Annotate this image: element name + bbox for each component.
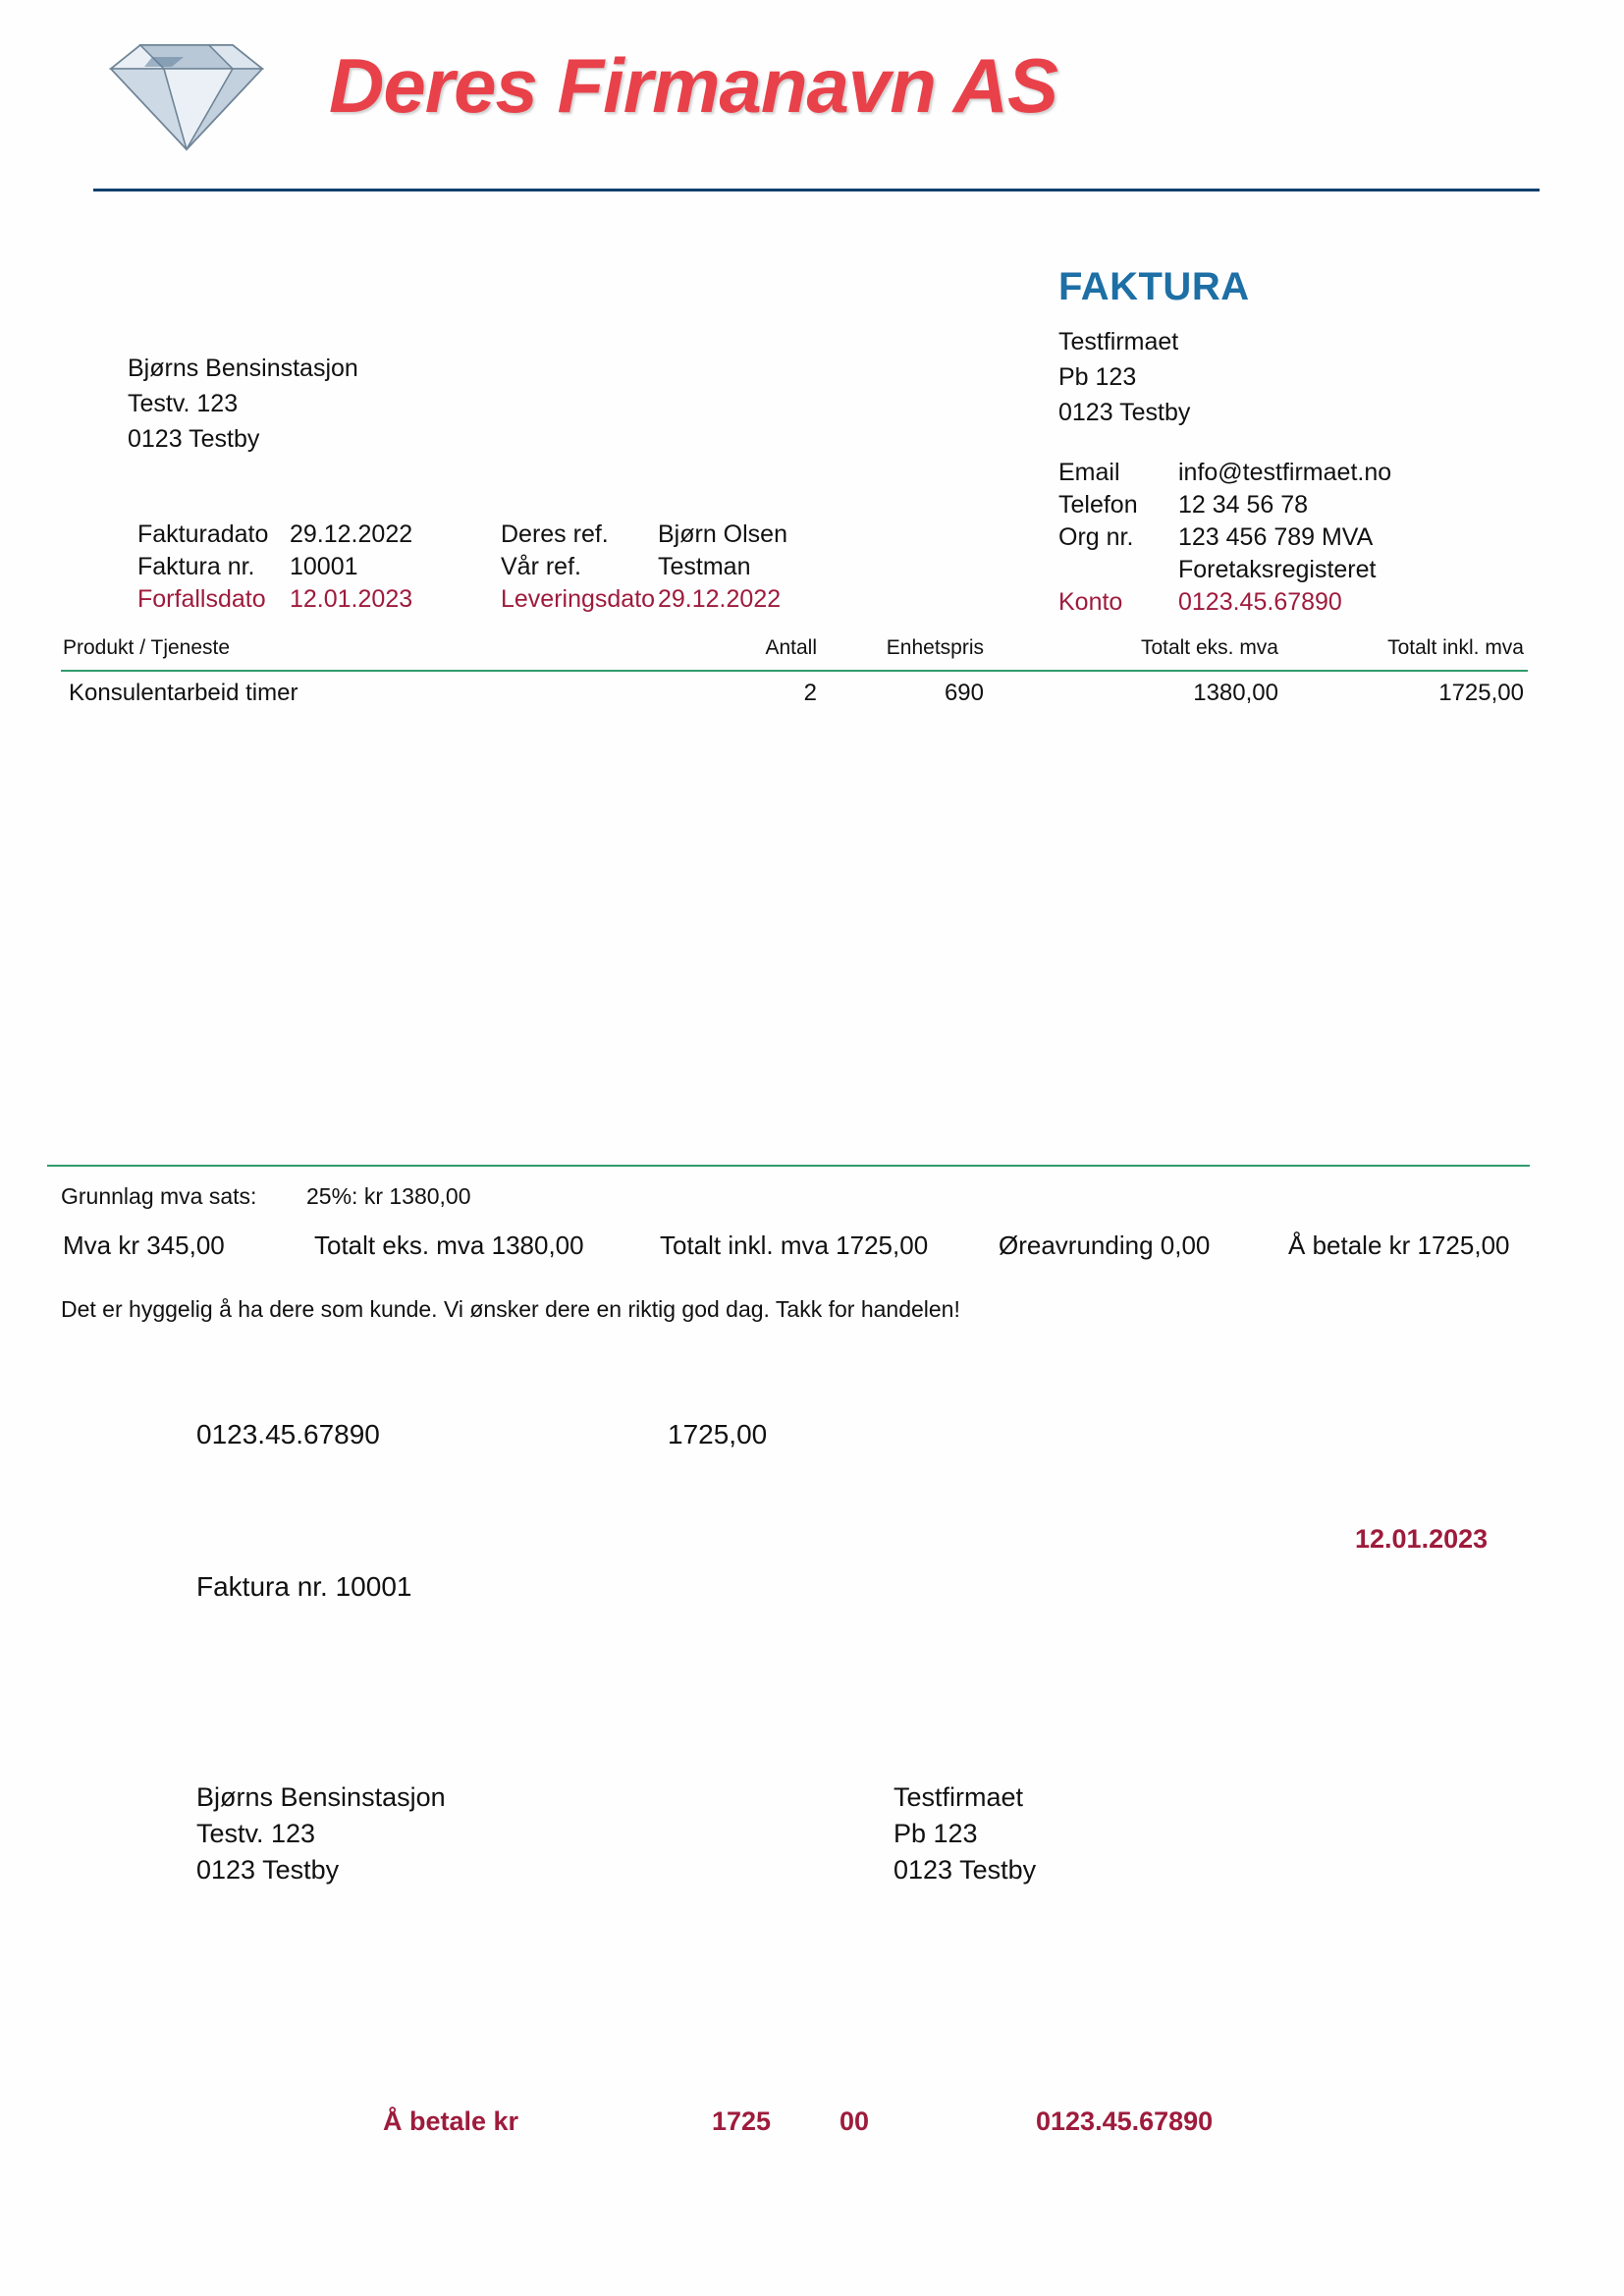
vat-basis-value: 25%: kr 1380,00: [306, 1183, 471, 1209]
giro-payee-block: [893, 1779, 1036, 1888]
invoice-meta-block: [137, 519, 787, 616]
total-including-vat: Totalt inkl. mva 1725,00: [660, 1230, 929, 1260]
contact-value-orgnr: 123 456 789 MVA: [1178, 523, 1374, 551]
contact-label-email: Email: [1058, 459, 1120, 486]
invoice-number-value: 10001: [290, 553, 358, 580]
thank-you-message: Det er hyggelig å ha dere som kunde. Vi ønsker dere en riktig god dag. Takk for handelen!: [61, 1296, 960, 1322]
giro-payer-city: 0123 Testby: [196, 1855, 340, 1885]
sender-street: Pb 123: [1058, 363, 1137, 391]
contact-row-orgnr: [1058, 521, 1391, 554]
giro-payer-name: Bjørns Bensinstasjon: [196, 1782, 446, 1812]
sender-name: Testfirmaet: [1058, 328, 1179, 355]
contact-row-email: [1058, 457, 1391, 489]
cell-qty: 2: [803, 680, 817, 706]
header-divider: [93, 189, 1540, 191]
customer-city: 0123 Testby: [128, 425, 260, 453]
meta-row-due-date: [137, 583, 787, 616]
cell-total-inc-vat: 1725,00: [1438, 680, 1524, 706]
table-header-row: [61, 636, 1528, 670]
their-ref-value: Bjørn Olsen: [658, 520, 787, 548]
vat-basis-row: [61, 1183, 471, 1210]
summary-divider: [47, 1165, 1530, 1167]
giro-payee-street: Pb 123: [893, 1819, 978, 1848]
giro-pay-kroner: 1725: [712, 2106, 772, 2136]
cell-unit-price: 690: [944, 680, 984, 706]
giro-pay-account: 0123.45.67890: [1036, 2106, 1214, 2136]
delivery-date-value: 29.12.2022: [658, 585, 782, 613]
column-header-product: Produkt / Tjeneste: [63, 636, 231, 659]
document-title: FAKTURA: [1058, 265, 1250, 308]
contact-value-account: 0123.45.67890: [1178, 588, 1342, 616]
column-header-total-inc-vat: Totalt inkl. mva: [1387, 636, 1524, 659]
diamond-logo-icon: [93, 37, 280, 155]
cell-product: Konsulentarbeid timer: [69, 680, 298, 706]
due-date-label: Forfallsdato: [137, 585, 266, 613]
giro-account-number: 0123.45.67890: [196, 1419, 380, 1449]
table-row: [61, 672, 1528, 721]
invoice-date-value: 29.12.2022: [290, 520, 413, 548]
giro-amount: 1725,00: [668, 1419, 768, 1449]
meta-row-invoice-date: [137, 519, 787, 551]
cell-total-ex-vat: 1380,00: [1193, 680, 1278, 706]
rounding-amount: Øreavrunding 0,00: [999, 1230, 1211, 1260]
our-ref-value: Testman: [658, 553, 751, 580]
sender-contact-block: [1058, 457, 1391, 619]
sender-address-block: [1058, 324, 1190, 430]
giro-payer-street: Testv. 123: [196, 1819, 316, 1848]
meta-row-invoice-number: [137, 551, 787, 583]
contact-value-phone: 12 34 56 78: [1178, 491, 1309, 519]
contact-row-account: [1058, 586, 1391, 619]
customer-name: Bjørns Bensinstasjon: [128, 355, 358, 382]
customer-street: Testv. 123: [128, 390, 239, 417]
giro-due-date: 12.01.2023: [1355, 1524, 1489, 1554]
vat-basis-label: Grunnlag mva sats:: [61, 1183, 257, 1209]
invoice-number-label: Faktura nr.: [137, 553, 255, 580]
line-items-table: [61, 636, 1528, 721]
column-header-total-ex-vat: Totalt eks. mva: [1140, 636, 1278, 659]
customer-address-block: [128, 351, 358, 457]
giro-pay-ore: 00: [839, 2106, 870, 2136]
giro-payee-name: Testfirmaet: [893, 1782, 1024, 1812]
due-date-value: 12.01.2023: [290, 585, 413, 613]
their-ref-label: Deres ref.: [501, 520, 609, 548]
sender-city: 0123 Testby: [1058, 399, 1191, 426]
column-header-unit-price: Enhetspris: [886, 636, 984, 659]
total-vat: Mva kr 345,00: [63, 1230, 225, 1260]
contact-label-account: Konto: [1058, 588, 1123, 616]
total-excluding-vat: Totalt eks. mva 1380,00: [314, 1230, 584, 1260]
amount-to-pay: Å betale kr 1725,00: [1288, 1230, 1510, 1260]
contact-row-register: [1058, 554, 1391, 586]
delivery-date-label: Leveringsdato: [501, 585, 656, 613]
giro-pay-label: Å betale kr: [383, 2106, 519, 2136]
contact-value-register: Foretaksregisteret: [1178, 556, 1377, 583]
contact-label-register: [1058, 554, 1178, 586]
invoice-date-label: Fakturadato: [137, 520, 269, 548]
column-header-qty: Antall: [765, 636, 817, 659]
document-header: [93, 20, 1537, 196]
contact-label-orgnr: Org nr.: [1058, 523, 1134, 551]
giro-payer-block: [196, 1779, 446, 1888]
giro-payee-city: 0123 Testby: [893, 1855, 1037, 1885]
company-name: Deres Firmanavn AS: [329, 42, 1058, 129]
giro-invoice-reference: Faktura nr. 10001: [196, 1571, 412, 1602]
our-ref-label: Vår ref.: [501, 553, 581, 580]
contact-row-phone: [1058, 489, 1391, 521]
contact-label-phone: Telefon: [1058, 491, 1138, 519]
contact-value-email: info@testfirmaet.no: [1178, 459, 1392, 486]
